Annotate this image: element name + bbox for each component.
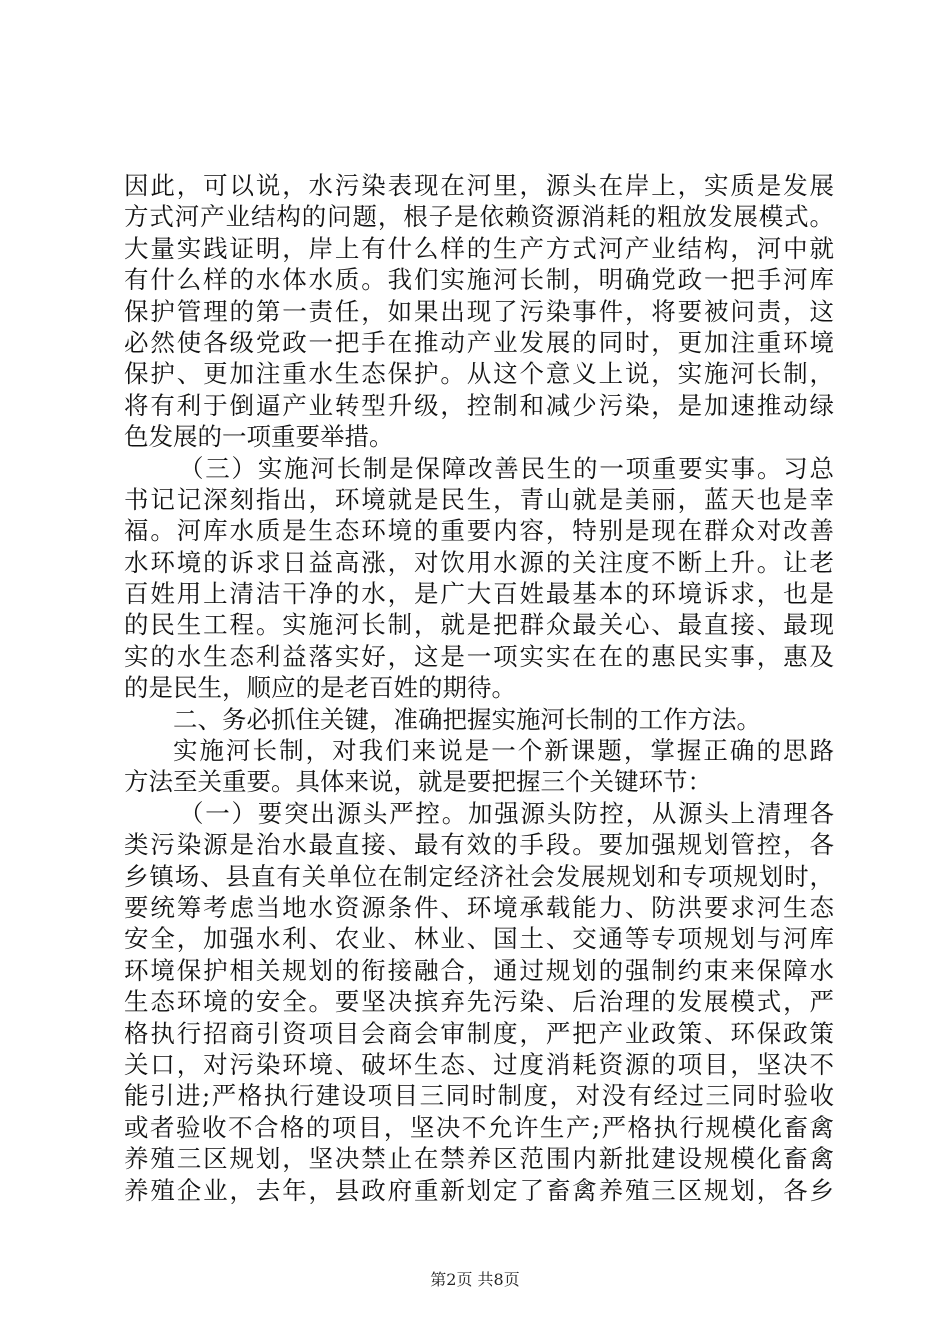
body-text [124, 170, 834, 1206]
body-line: （一）要突出源头严控。加强源头防控，从源头上清理各 [179, 798, 834, 828]
body-line: 有什么样的水体水质。我们实施河长制，明确党政一把手河库 [124, 265, 834, 295]
body-line: 方式河产业结构的问题，根子是依赖资源消耗的粗放发展模式。 [124, 202, 834, 232]
body-line: 因此，可以说，水污染表现在河里，源头在岸上，实质是发展 [124, 171, 834, 200]
body-line: 养殖企业，去年，县政府重新划定了畜禽养殖三区规划，各乡 [124, 1175, 834, 1205]
body-line: 实施河长制，对我们来说是一个新课题，掌握正确的思路 [173, 736, 834, 766]
body-line: 方法至关重要。具体来说，就是要把握三个关键环节： [124, 767, 712, 797]
body-line: 乡镇场、县直有关单位在制定经济社会发展规划和专项规划时， [124, 861, 834, 891]
body-line: 关口，对污染环境、破坏生态、过度消耗资源的项目，坚决不 [124, 1049, 834, 1079]
body-line: （三）实施河长制是保障改善民生的一项重要实事。习总 [179, 453, 834, 483]
body-line: 或者验收不合格的项目，坚决不允许生产;严格执行规模化畜禽 [124, 1112, 834, 1142]
body-line: 保护管理的第一责任，如果出现了污染事件，将要被问责，这 [124, 296, 834, 326]
body-line: 的是民生，顺应的是老百姓的期待。 [124, 673, 516, 703]
body-line: 必然使各级党政一把手在推动产业发展的同时，更加注重环境 [124, 327, 834, 357]
body-line: 格执行招商引资项目会商会审制度，严把产业政策、环保政策 [124, 1018, 834, 1048]
body-line: 色发展的一项重要举措。 [124, 422, 394, 452]
page-number-footer: 第2页 共8页 [430, 1270, 520, 1289]
body-line: 实的水生态利益落实好，这是一项实实在在的惠民实事，惠及 [124, 641, 834, 671]
body-line: 大量实践证明，岸上有什么样的生产方式河产业结构，河中就 [124, 233, 834, 263]
body-line: 书记记深刻指出，环境就是民生，青山就是美丽，蓝天也是幸 [124, 484, 834, 514]
body-line: 水环境的诉求日益高涨，对饮用水源的关注度不断上升。让老 [124, 547, 834, 577]
body-line: 将有利于倒逼产业转型升级，控制和减少污染，是加速推动绿 [124, 390, 834, 420]
body-line: 环境保护相关规划的衔接融合，通过规划的强制约束来保障水 [124, 955, 834, 985]
body-line: 生态环境的安全。要坚决摈弃先污染、后治理的发展模式，严 [124, 987, 834, 1017]
body-line: 百姓用上清洁干净的水，是广大百姓最基本的环境诉求，也是 [124, 579, 834, 609]
body-line: 要统筹考虑当地水资源条件、环境承载能力、防洪要求河生态 [124, 892, 834, 922]
section-heading: 二、务必抓住关键，准确把握实施河长制的工作方法。 [173, 704, 761, 734]
body-line: 安全，加强水利、农业、林业、国土、交通等专项规划与河库 [124, 924, 834, 954]
body-line: 的民生工程。实施河长制，就是把群众最关心、最直接、最现 [124, 610, 834, 640]
body-line: 类污染源是治水最直接、最有效的手段。要加强规划管控，各 [124, 830, 834, 860]
body-line: 保护、更加注重水生态保护。从这个意义上说，实施河长制， [124, 359, 834, 389]
body-line: 养殖三区规划，坚决禁止在禁养区范围内新批建设规模化畜禽 [124, 1144, 834, 1174]
body-line: 福。河库水质是生态环境的重要内容，特别是现在群众对改善 [124, 516, 834, 546]
body-line: 能引进;严格执行建设项目三同时制度，对没有经过三同时验收 [124, 1081, 834, 1111]
